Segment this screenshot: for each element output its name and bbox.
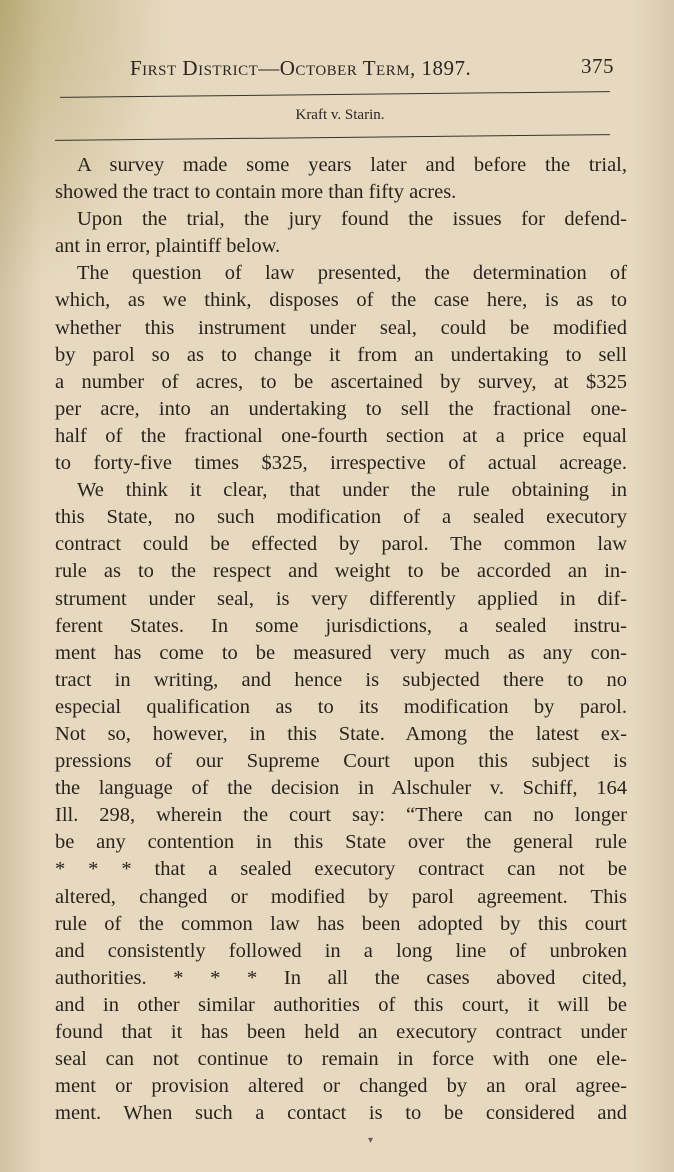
header-rule-bottom	[55, 134, 610, 141]
text-line: ment. When such a contact is to be considered and	[55, 1102, 627, 1125]
text-line: Upon the trial, the jury found the issues for defend-	[77, 208, 627, 231]
text-line: authorities. * * * In all the cases aboved cited,	[55, 966, 627, 989]
text-line: and consistently followed in a long line of unbroken	[55, 939, 627, 962]
text-line: Ill. 298, wherein the court say: “There can no longer	[55, 804, 627, 827]
text-line: ant in error, plaintiff below.	[55, 235, 281, 258]
running-title: First District—October Term, 1897.	[130, 56, 472, 80]
text-line: per acre, into an undertaking to sell the fractional one-	[55, 397, 627, 420]
text-line: We think it clear, that under the rule obtaining in	[77, 479, 627, 502]
text-line: half of the fractional one-fourth section at a price equal	[55, 424, 627, 447]
case-title: Kraft v. Starin.	[295, 107, 385, 123]
text-line: this State, no such modification of a sealed executory	[55, 506, 627, 529]
text-line: a number of acres, to be ascertained by survey, at $325	[55, 370, 627, 393]
text-line: altered, changed or modified by parol agreement. This	[55, 885, 627, 908]
text-line: seal can not continue to remain in force with one ele-	[55, 1048, 627, 1071]
text-line: by parol so as to change it from an undertaking to sell	[55, 343, 627, 366]
text-line: Not so, however, in this State. Among the latest ex-	[55, 722, 627, 745]
body-text	[55, 152, 627, 1127]
text-line: and in other similar authorities of this court, it will be	[55, 993, 627, 1016]
text-line: contract could be effected by parol. The common law	[55, 533, 627, 556]
printer-mark: ▾	[368, 1135, 374, 1146]
text-line: pressions of our Supreme Court upon this subject is	[55, 750, 627, 773]
text-line: A survey made some years later and before the trial,	[77, 154, 627, 176]
page-number: 375	[581, 54, 614, 78]
text-line: tract in writing, and hence is subjected there to no	[55, 668, 627, 691]
text-line: showed the tract to contain more than fifty acres.	[55, 181, 457, 204]
text-line: to forty-five times $325, irrespective of actual acreage.	[55, 452, 627, 475]
header-rule-top	[60, 91, 610, 98]
text-line: which, as we think, disposes of the case here, is as to	[55, 289, 627, 312]
text-line: rule of the common law has been adopted by this court	[55, 912, 627, 935]
text-line: The question of law presented, the determination of	[77, 262, 627, 285]
text-line: whether this instrument under seal, could be modified	[55, 316, 627, 339]
text-line: ment or provision altered or changed by an oral agree-	[55, 1075, 627, 1098]
text-line: rule as to the respect and weight to be accorded an in-	[55, 560, 627, 583]
text-line: the language of the decision in Alschuler v. Schiff, 164	[55, 777, 627, 800]
text-line: strument under seal, is very differently applied in dif-	[55, 587, 627, 610]
text-line: found that it has been held an executory contract under	[55, 1021, 627, 1043]
text-line: ferent States. In some jurisdictions, a sealed instru-	[55, 614, 627, 637]
text-line: especial qualification as to its modification by parol.	[55, 695, 627, 718]
text-line: be any contention in this State over the general rule	[55, 831, 627, 854]
text-line: ment has come to be measured very much as any con-	[55, 641, 627, 664]
text-line: * * * that a sealed executory contract can not be	[55, 858, 627, 881]
running-head	[130, 56, 614, 86]
